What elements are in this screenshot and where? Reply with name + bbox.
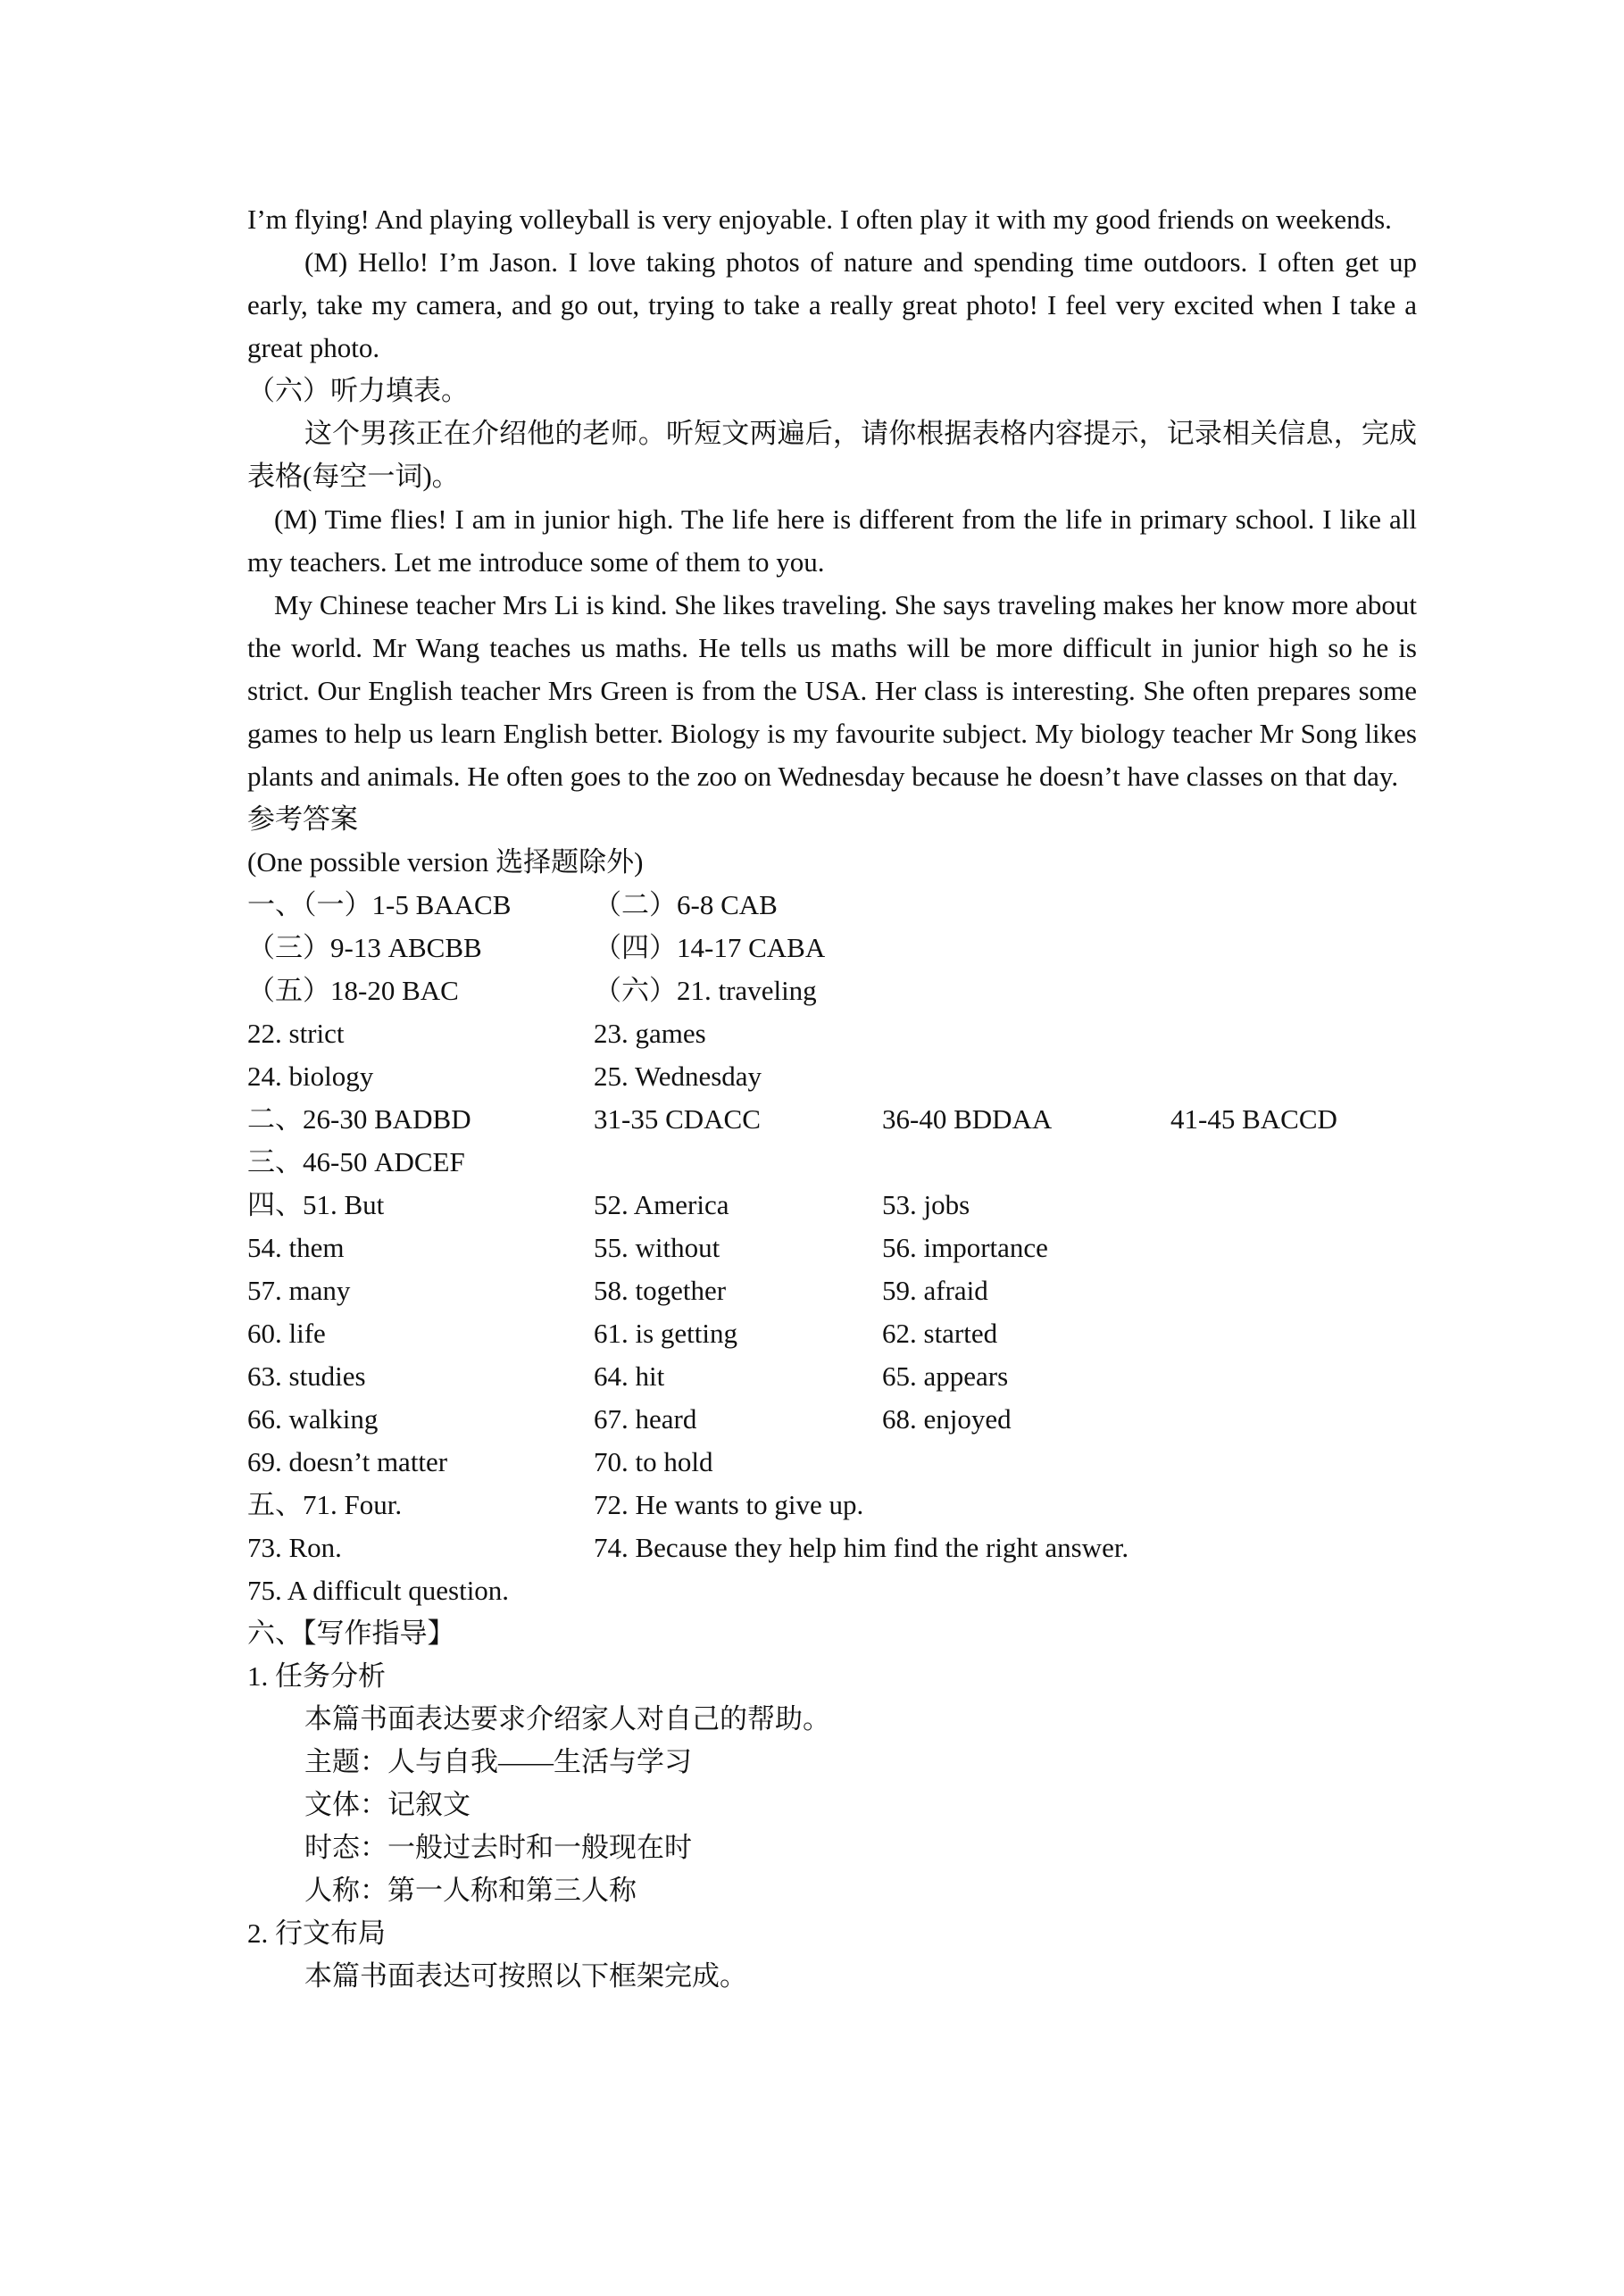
- answer-cell: 69. doesn’t matter: [247, 1446, 448, 1477]
- answer-row: [247, 1141, 1417, 1184]
- answer-row: [247, 1355, 1417, 1398]
- passage-paragraph: (M) Hello! I’m Jason. I love taking photos of nature and spending time outdoors. I often get up early, take my camera, and go out, trying to take a really great photo! I feel very excited when I take a great photo.: [247, 246, 1417, 363]
- answer-cell: 75. A difficult question.: [247, 1575, 510, 1606]
- answer-row: [247, 1098, 1417, 1141]
- answers-title: 参考答案: [247, 803, 358, 835]
- answer-cell: 67. heard: [594, 1403, 697, 1435]
- answer-cell: 63. studies: [247, 1360, 366, 1392]
- answer-cell: （六）21. traveling: [594, 975, 817, 1006]
- answer-cell: （三）9-13 ABCBB: [247, 932, 482, 963]
- answer-cell: 66. walking: [247, 1403, 379, 1435]
- answer-cell: 四、51. But: [247, 1189, 385, 1220]
- answer-cell: （二）6-8 CAB: [594, 889, 778, 920]
- answer-cell: 41-45 BACCD: [1170, 1103, 1337, 1135]
- answer-cell: 58. together: [594, 1275, 727, 1306]
- answer-cell: 五、71. Four.: [247, 1489, 403, 1520]
- answer-row: [247, 1527, 1417, 1569]
- answer-row: [247, 1055, 1417, 1098]
- answer-row: [247, 1184, 1417, 1227]
- answer-row: [247, 1441, 1417, 1484]
- answer-cell: 55. without: [594, 1232, 720, 1263]
- answer-cell: （五）18-20 BAC: [247, 975, 459, 1006]
- passage-paragraph: My Chinese teacher Mrs Li is kind. She likes traveling. She says traveling makes her know more about the world. Mr Wang teaches us maths. He tells us maths will be more difficult in junior high so he is strict. Our English teacher Mrs Green is from the USA. Her class is interesting. She often prepares some games to help us learn English better. Biology is my favourite subject. My biology teacher Mr Song likes plants and animals. He often goes to the zoo on Wednesday because he doesn’t have classes on that day.: [247, 589, 1417, 792]
- writing-line: 主题：人与自我——生活与学习: [304, 1746, 692, 1777]
- writing-subheading: 1. 任务分析: [247, 1660, 386, 1692]
- answer-row: [247, 1569, 1417, 1612]
- answer-row: [247, 1227, 1417, 1269]
- writing-line: 人称：第一人称和第三人称: [304, 1875, 637, 1906]
- answer-cell: 65. appears: [882, 1360, 1009, 1392]
- answer-cell: 70. to hold: [594, 1446, 713, 1477]
- passage-paragraph: I’m flying! And playing volleyball is very enjoyable. I often play it with my good friends on weekends.: [247, 204, 1392, 235]
- answer-cell: 74. Because they help him find the right answer.: [594, 1532, 1129, 1563]
- answer-cell: 57. many: [247, 1275, 351, 1306]
- answer-cell: 61. is getting: [594, 1318, 738, 1349]
- answer-row: [247, 1484, 1417, 1527]
- passage-paragraph: (M) Time flies! I am in junior high. The life here is different from the life in primary school. I like all my teachers. Let me introduce some of them to you.: [247, 503, 1417, 578]
- answer-cell: 72. He wants to give up.: [594, 1489, 864, 1520]
- writing-subheading: 2. 行文布局: [247, 1917, 386, 1949]
- document-content: [247, 198, 1417, 1998]
- answer-row: [247, 1269, 1417, 1312]
- answer-row: [247, 1398, 1417, 1441]
- answer-cell: 60. life: [247, 1318, 326, 1349]
- writing-line: 时态：一般过去时和一般现在时: [304, 1832, 692, 1863]
- writing-line: 文体：记叙文: [304, 1789, 471, 1820]
- answer-cell: 23. games: [594, 1018, 706, 1049]
- answers-note: (One possible version 选择题除外): [247, 846, 644, 878]
- answer-cell: 52. America: [594, 1189, 729, 1220]
- answer-cell: 31-35 CDACC: [594, 1103, 761, 1135]
- answer-cell: 59. afraid: [882, 1275, 988, 1306]
- answer-cell: 25. Wednesday: [594, 1061, 762, 1092]
- answer-row: [247, 1012, 1417, 1055]
- answer-cell: 64. hit: [594, 1360, 665, 1392]
- section-instruction: 这个男孩正在介绍他的老师。听短文两遍后，请你根据表格内容提示，记录相关信息，完成表格(每空一词)。: [247, 418, 1417, 492]
- answer-cell: 68. enjoyed: [882, 1403, 1012, 1435]
- answer-cell: 一、（一）1-5 BAACB: [247, 889, 512, 920]
- answer-cell: 三、46-50 ADCEF: [247, 1146, 465, 1177]
- answer-cell: 22. strict: [247, 1018, 345, 1049]
- answer-cell: 54. them: [247, 1232, 345, 1263]
- answer-cell: 73. Ron.: [247, 1532, 342, 1563]
- answer-cell: 二、26-30 BADBD: [247, 1103, 471, 1135]
- answer-grid: [247, 884, 1417, 1612]
- answer-cell: 62. started: [882, 1318, 998, 1349]
- answer-row: [247, 884, 1417, 927]
- answer-cell: 53. jobs: [882, 1189, 970, 1220]
- answer-cell: （四）14-17 CABA: [594, 932, 826, 963]
- answer-cell: 24. biology: [247, 1061, 374, 1092]
- answer-cell: 36-40 BDDAA: [882, 1103, 1053, 1135]
- answer-row: [247, 969, 1417, 1012]
- writing-heading: 六、【写作指导】: [247, 1618, 455, 1649]
- answer-cell: 56. importance: [882, 1232, 1048, 1263]
- writing-line: 本篇书面表达要求介绍家人对自己的帮助。: [304, 1703, 830, 1734]
- answer-row: [247, 1312, 1417, 1355]
- section-heading: （六）听力填表。: [247, 375, 469, 406]
- writing-line: 本篇书面表达可按照以下框架完成。: [304, 1960, 747, 1992]
- answer-row: [247, 927, 1417, 969]
